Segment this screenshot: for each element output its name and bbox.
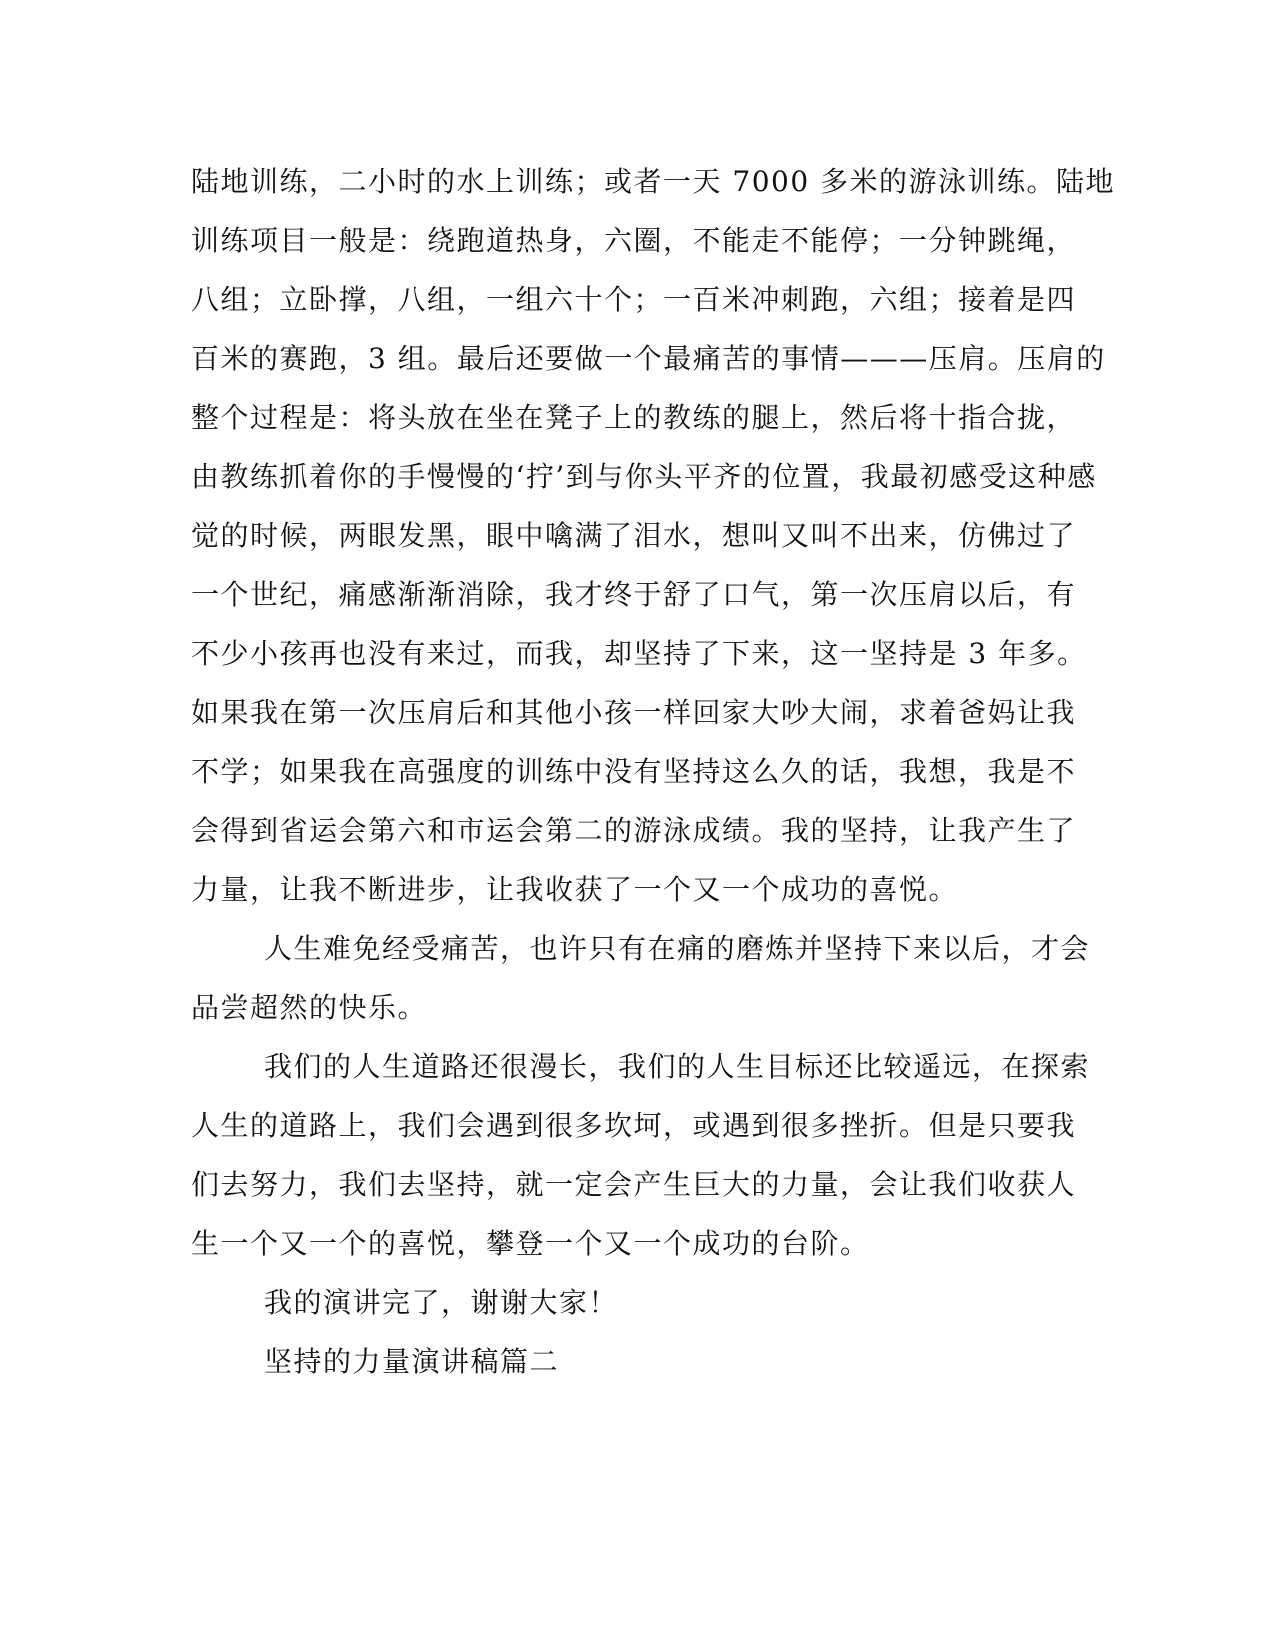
text-line: 们去努力，我们去坚持，就一定会产生巨大的力量，会让我们收获人 (191, 1168, 1077, 1201)
text-line: 百米的赛跑，3 组。最后还要做一个最痛苦的事情———压肩。压肩的 (191, 342, 1106, 375)
text-line: 人生的道路上，我们会遇到很多坎坷，或遇到很多挫折。但是只要我 (191, 1109, 1077, 1142)
text-line: 我的演讲完了，谢谢大家！ (264, 1286, 619, 1319)
text-line: 人生难免经受痛苦，也许只有在痛的磨炼并坚持下来以后，才会 (264, 932, 1091, 965)
text-line: 觉的时候，两眼发黑，眼中噙满了泪水，想叫又叫不出来，仿佛过了 (191, 519, 1077, 552)
text-line: 我们的人生道路还很漫长，我们的人生目标还比较遥远，在探索 (264, 1050, 1091, 1083)
text-line: 生一个又一个的喜悦，攀登一个又一个成功的台阶。 (191, 1227, 870, 1260)
text-line: 品尝超然的快乐。 (191, 991, 428, 1024)
section-heading: 坚持的力量演讲稿篇二 (264, 1345, 560, 1378)
text-line: 陆地训练，二小时的水上训练；或者一天 7000 多米的游泳训练。陆地 (191, 165, 1116, 198)
text-line: 不少小孩再也没有来过，而我，却坚持了下来，这一坚持是 3 年多。 (191, 637, 1087, 670)
text-line: 不学；如果我在高强度的训练中没有坚持这么久的话，我想，我是不 (191, 755, 1077, 788)
text-line: 如果我在第一次压肩后和其他小孩一样回家大吵大闹，求着爸妈让我 (191, 696, 1077, 729)
text-line: 训练项目一般是：绕跑道热身，六圈，不能走不能停；一分钟跳绳， (191, 224, 1077, 257)
text-line: 一个世纪，痛感渐渐消除，我才终于舒了口气，第一次压肩以后，有 (191, 578, 1077, 611)
text-line: 力量，让我不断进步，让我收获了一个又一个成功的喜悦。 (191, 873, 959, 906)
text-line: 由教练抓着你的手慢慢的‘拧’到与你头平齐的位置，我最初感受这种感 (191, 460, 1097, 493)
text-line: 会得到省运会第六和市运会第二的游泳成绩。我的坚持，让我产生了 (191, 814, 1077, 847)
text-line: 八组；立卧撑，八组，一组六十个；一百米冲刺跑，六组；接着是四 (191, 283, 1077, 316)
text-line: 整个过程是：将头放在坐在凳子上的教练的腿上，然后将十指合拢， (191, 401, 1077, 434)
